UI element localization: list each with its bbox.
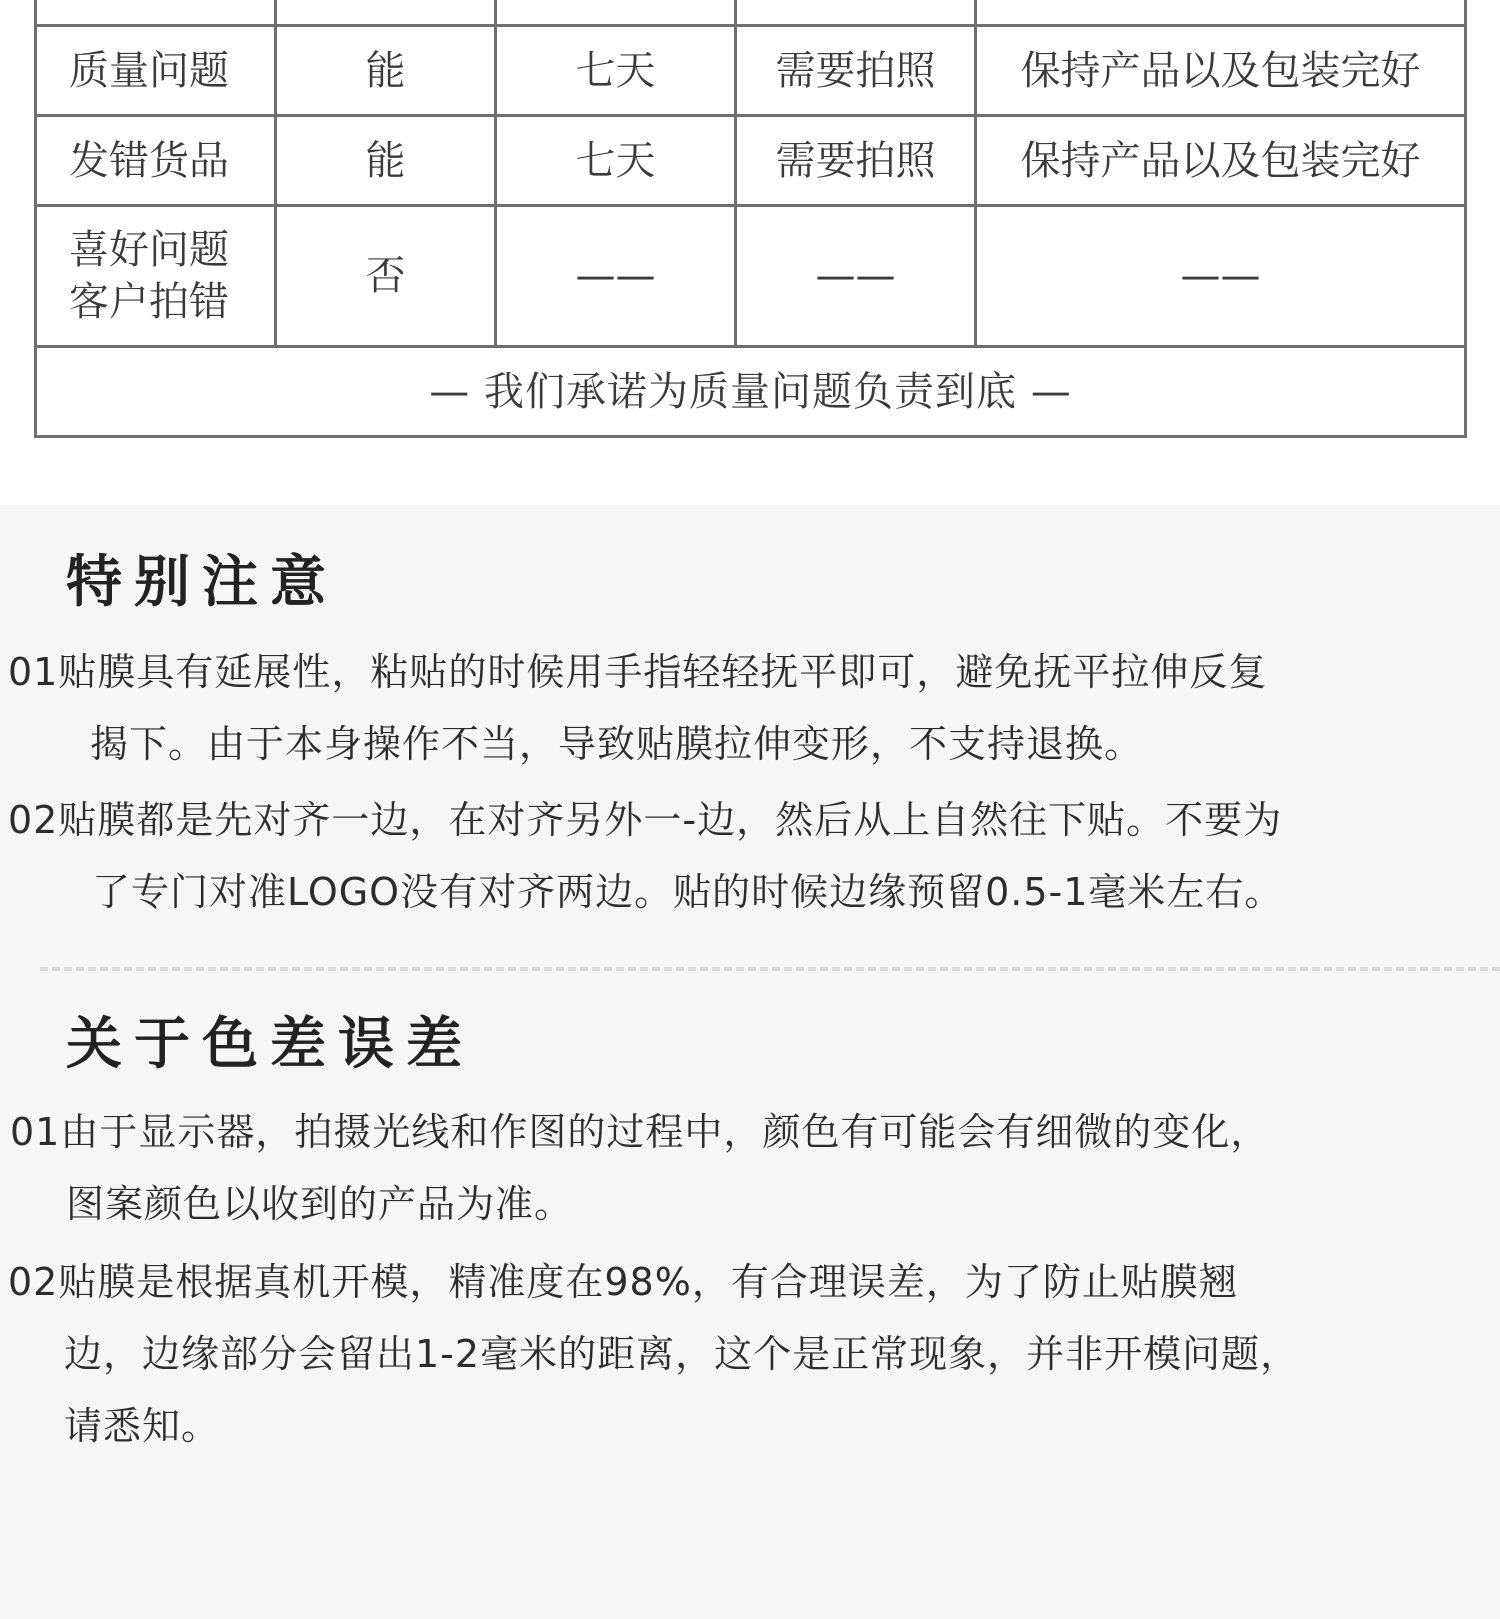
section-divider <box>40 967 1500 971</box>
condition-cell: —— <box>976 206 1466 347</box>
table-row <box>36 0 1466 26</box>
table-cell <box>736 0 976 26</box>
color-diff-item-2-line1: 02贴膜是根据真机开模，精准度在98%，有合理误差，为了防止贴膜翘 <box>8 1260 1238 1304</box>
color-diff-item-2-line3: 请悉知。 <box>64 1404 221 1448</box>
photo-cell: —— <box>736 206 976 347</box>
condition-cell: 保持产品以及包装完好 <box>976 116 1466 206</box>
color-diff-item-2 <box>8 1246 1299 1462</box>
table-cell <box>496 0 736 26</box>
period-cell: —— <box>496 206 736 347</box>
photo-cell: 需要拍照 <box>736 26 976 116</box>
color-diff-item-1-line2: 图案颜色以收到的产品为准。 <box>66 1182 574 1226</box>
table-row <box>36 116 1466 206</box>
table-cell <box>976 0 1466 26</box>
notice-item-2 <box>8 784 1283 928</box>
notice-item-1-line1: 01贴膜具有延展性，粘贴的时候用手指轻轻抚平即可，避免抚平拉伸反复 <box>8 650 1268 694</box>
table-footer-row <box>36 347 1466 437</box>
returnable-cell: 能 <box>276 116 496 206</box>
return-policy-table <box>34 0 1467 438</box>
reason-line: 客户拍错 <box>69 279 229 325</box>
notice-title: 特别注意 <box>66 550 338 615</box>
color-diff-item-2-line2: 边，边缘部分会留出1-2毫米的距离，这个是正常现象，并非开模问题， <box>64 1332 1300 1376</box>
table-cell <box>36 0 276 26</box>
photo-cell: 需要拍照 <box>736 116 976 206</box>
table-row <box>36 206 1466 347</box>
returnable-cell: 能 <box>276 26 496 116</box>
table-row <box>36 26 1466 116</box>
returnable-cell: 否 <box>276 206 496 347</box>
notice-item-1-line2: 揭下。由于本身操作不当，导致贴膜拉伸变形，不支持退换。 <box>90 722 1144 766</box>
reason-cell: 发错货品 <box>36 116 276 206</box>
reason-cell <box>36 206 276 347</box>
notice-item-2-line2: 了专门对准LOGO没有对齐两边。贴的时候边缘预留0.5-1毫米左右。 <box>92 870 1284 914</box>
notice-item-2-line1: 02贴膜都是先对齐一边，在对齐另外一-边，然后从上自然往下贴。不要为 <box>8 798 1283 842</box>
condition-cell: 保持产品以及包装完好 <box>976 26 1466 116</box>
table-cell <box>276 0 496 26</box>
color-diff-item-1 <box>10 1096 1269 1240</box>
color-diff-title: 关于色差误差 <box>66 1012 474 1077</box>
reason-cell: 质量问题 <box>36 26 276 116</box>
period-cell: 七天 <box>496 116 736 206</box>
table-footer: — 我们承诺为质量问题负责到底 — <box>36 347 1466 437</box>
color-diff-item-1-line1: 01由于显示器，拍摄光线和作图的过程中，颜色有可能会有细微的变化， <box>10 1110 1270 1154</box>
return-policy-section <box>0 0 1500 505</box>
notice-item-1 <box>8 636 1267 780</box>
reason-line: 喜好问题 <box>69 227 229 273</box>
period-cell: 七天 <box>496 26 736 116</box>
